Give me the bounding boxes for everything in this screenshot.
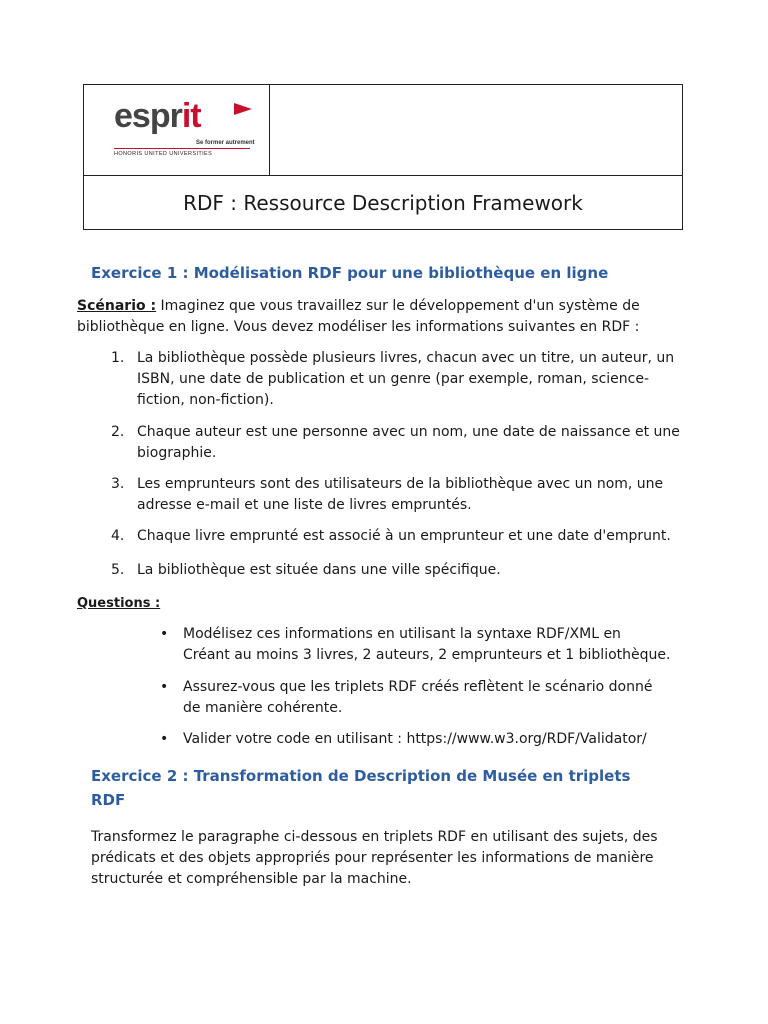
logo-cell [84,85,270,175]
scenario-text-1: Imaginez que vous travaillez sur le développement d'un système de [156,298,640,314]
esprit-logo [114,97,201,136]
logo-text-main: espr [114,97,182,135]
exercise2-text [91,827,691,890]
item-text: fiction, non-fiction). [137,392,274,408]
question-text: Valider votre code en utilisant : https://www.w3.org/RDF/Validator/ [183,731,647,747]
item-text: Chaque auteur est une personne avec un nom, une date de naissance et une [137,424,680,440]
item-number: 1. [111,350,125,366]
item-text: La bibliothèque possède plusieurs livres, chacun avec un titre, un auteur, un [137,350,675,366]
scenario-line-1 [77,296,687,317]
item-text: adresse e-mail et une liste de livres empruntés. [137,497,472,513]
bullet-icon: • [160,679,169,695]
logo-subtitle: HONORIS UNITED UNIVERSITIES [114,151,213,157]
item-text: La bibliothèque est située dans une ville spécifique. [137,562,501,578]
exercise2-text-line: Transformez le paragraphe ci-dessous en triplets RDF en utilisant des sujets, des [91,829,658,845]
question-text: Modélisez ces informations en utilisant la syntaxe RDF/XML en [183,626,621,642]
logo-tagline: Se former autrement [196,140,255,146]
header-table [83,84,683,230]
questions-label: Questions : [77,596,161,611]
question-text: Créant au moins 3 livres, 2 auteurs, 2 emprunteurs et 1 bibliothèque. [183,647,671,663]
item-number: 2. [111,424,125,440]
item-number: 3. [111,476,125,492]
bullet-icon: • [160,731,169,747]
item-text: Les emprunteurs sont des utilisateurs de la bibliothèque avec un nom, une [137,476,664,492]
header-top-row [84,85,682,176]
exercise2-text-line: prédicats et des objets appropriés pour représenter les informations de manière [91,850,654,866]
item-text: biographie. [137,445,217,461]
scenario-label: Scénario : [77,298,157,314]
exercise1-heading: Exercice 1 : Modélisation RDF pour une bibliothèque en ligne [91,264,609,282]
flag-icon [234,103,252,115]
page-title: RDF : Ressource Description Framework [183,191,583,215]
exercise2-text-line: structurée et compréhensible par la machine. [91,871,412,887]
logo-divider [114,148,250,149]
exercise2-heading [91,764,630,812]
question-text: de manière cohérente. [183,700,343,716]
item-number: 5. [111,562,125,578]
item-number: 4. [111,528,125,544]
bullet-icon: • [160,626,169,642]
exercise2-heading-line-1: Exercice 2 : Transformation de Description de Musée en triplets [91,767,631,785]
exercise2-heading-line-2: RDF [91,791,126,809]
scenario-line-2: bibliothèque en ligne. Vous devez modéliser les informations suivantes en RDF : [77,319,640,335]
question-text: Assurez-vous que les triplets RDF créés reflètent le scénario donné [183,679,653,695]
item-text: Chaque livre emprunté est associé à un emprunteur et une date d'emprunt. [137,528,671,544]
item-text: ISBN, une date de publication et un genre (par exemple, roman, science- [137,371,650,387]
logo-text-accent: it [181,97,201,135]
